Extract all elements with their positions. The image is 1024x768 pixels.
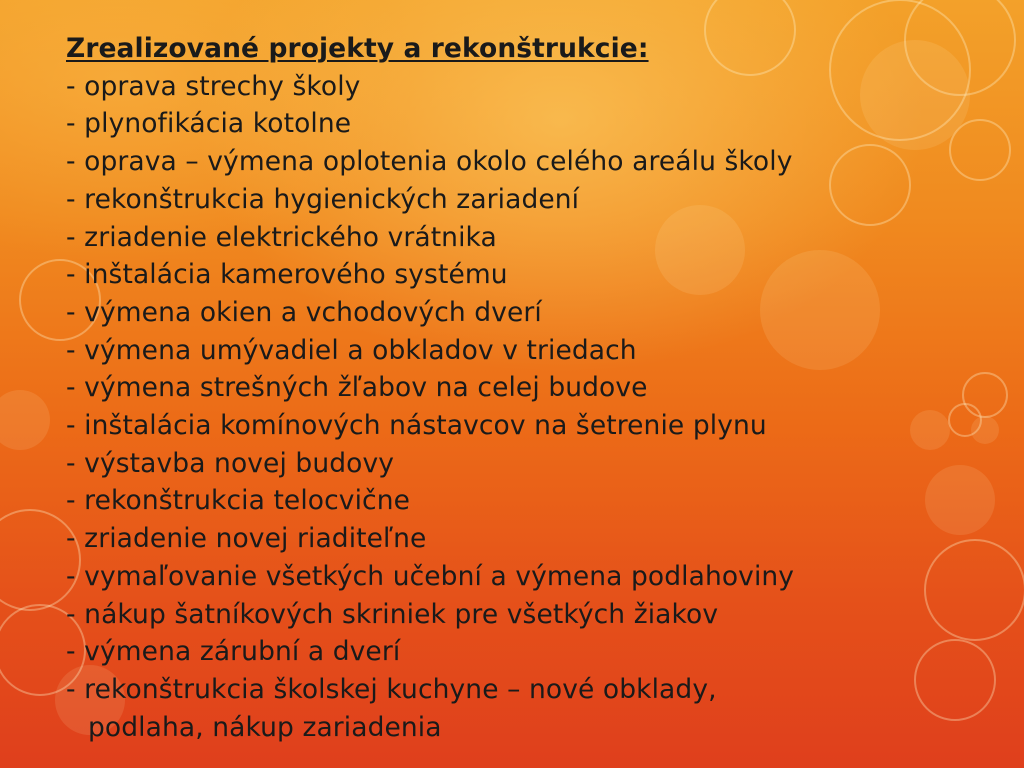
slide-title: Zrealizované projekty a rekonštrukcie:	[66, 33, 649, 64]
list-item: - plynofikácia kotolne	[66, 108, 352, 140]
slide-text-body	[66, 30, 1006, 746]
list-item: - rekonštrukcia školskej kuchyne – nové obklady,	[66, 673, 717, 705]
list-item: - nákup šatníkových skriniek pre všetkých žiakov	[66, 598, 719, 630]
list-item: - zriadenie elektrického vrátnika	[66, 221, 497, 253]
list-item: - rekonštrukcia telocvične	[66, 485, 410, 517]
list-item: - zriadenie novej riaditeľne	[66, 523, 427, 555]
list-item: - výmena umývadiel a obkladov v triedach	[66, 334, 637, 366]
list-item: - výmena okien a vchodových dverí	[66, 296, 542, 328]
list-item: - oprava – výmena oplotenia okolo celého areálu školy	[66, 146, 793, 178]
list-item: - rekonštrukcia hygienických zariadení	[66, 183, 580, 215]
list-item: - oprava strechy školy	[66, 70, 361, 102]
list-item: - výmena zárubní a dverí	[66, 636, 401, 668]
list-item: - výstavba novej budovy	[66, 447, 395, 479]
list-item: - vymaľovanie všetkých učební a výmena podlahoviny	[66, 560, 795, 592]
list-item: - výmena strešných žľabov na celej budove	[66, 372, 648, 404]
list-item: - inštalácia komínových nástavcov na šetrenie plynu	[66, 410, 767, 442]
list-item: - inštalácia kamerového systému	[66, 259, 508, 291]
list-item-continuation: podlaha, nákup zariadenia	[88, 711, 442, 743]
